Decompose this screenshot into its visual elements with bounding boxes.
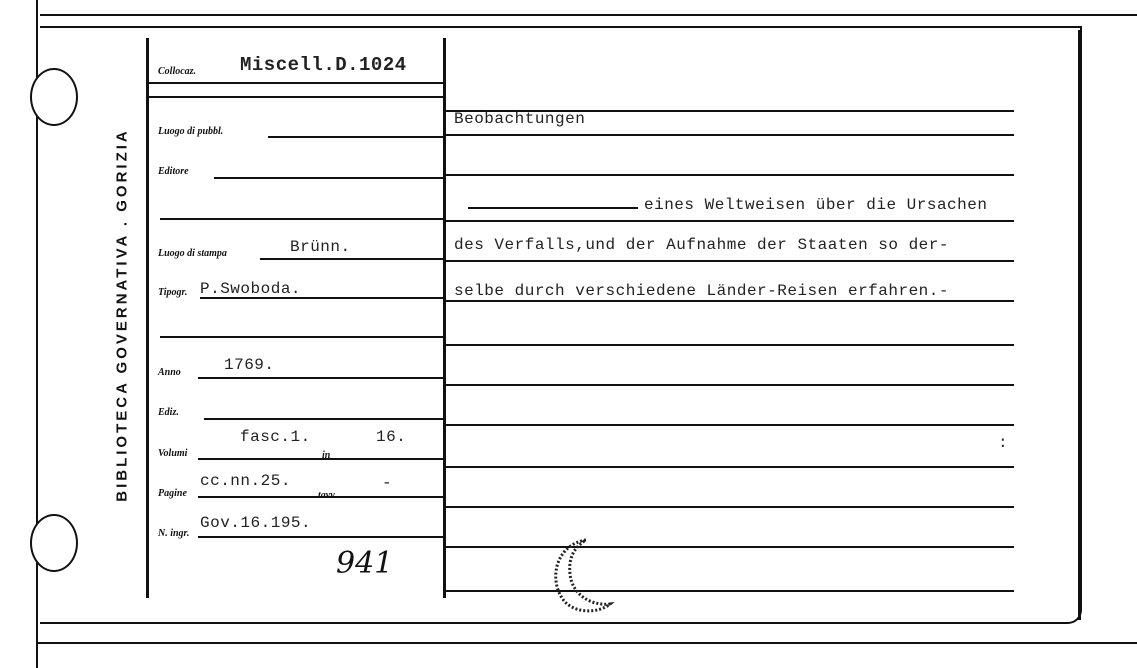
crescent-stamp (546, 536, 616, 616)
rule-n-ingr (198, 536, 444, 538)
label-luogo-pubbl: Luogo di pubbl. (158, 126, 224, 137)
label-collocazione: Collocaz. (158, 66, 197, 77)
rule-right-short (468, 207, 638, 209)
rule-anno (198, 377, 444, 379)
rule-right-2 (446, 134, 1014, 136)
title-line-1: Beobachtungen (454, 110, 586, 128)
rule-header (148, 96, 444, 98)
punch-hole-bottom (30, 514, 78, 572)
rule-ediz (204, 418, 444, 420)
label-ediz: Ediz. (158, 407, 179, 418)
rule-volumi (198, 458, 444, 460)
rule-blank-2 (160, 336, 444, 338)
punch-hole-top (30, 68, 78, 126)
rule-right-9 (446, 424, 1014, 426)
title-line-3: des Verfalls,und der Aufnahme der Staaten so der- (454, 236, 949, 254)
value-collocazione: Miscell.D.1024 (240, 54, 407, 76)
library-name: BIBLIOTECA GOVERNATIVA . GORIZIA (113, 128, 131, 502)
scan-bottom-edge (36, 642, 1137, 644)
value-tavv: - (382, 474, 393, 492)
rule-right-4 (446, 220, 1014, 222)
scan-top-edge (40, 14, 1137, 16)
value-anno: 1769. (224, 356, 275, 374)
value-volumi: fasc.1. (240, 428, 311, 446)
rule-right-12 (446, 546, 1014, 548)
label-n-ingr: N. ingr. (158, 528, 190, 539)
rule-right-6 (446, 300, 1014, 302)
value-pagine: cc.nn.25. (200, 472, 291, 490)
label-editore: Editore (158, 166, 189, 177)
value-luogo-stampa: Brünn. (290, 238, 351, 256)
label-tavv: tavv. (318, 490, 337, 501)
rule-right-8 (446, 384, 1014, 386)
colon-mark: : (998, 434, 1009, 452)
handwritten-number: 941 (336, 546, 394, 581)
label-volumi: Volumi (158, 448, 188, 459)
rule-right-3 (446, 174, 1014, 176)
label-tipogr: Tipogr. (158, 287, 188, 298)
crescent-stamp-mark (556, 540, 610, 611)
rule-luogo-stampa (260, 258, 444, 260)
title-line-4: selbe durch verschiedene Länder-Reisen erfahren.- (454, 282, 949, 300)
label-anno: Anno (158, 367, 181, 378)
middle-column-line (443, 38, 446, 598)
rule-luogo-pubbl (268, 136, 444, 138)
label-luogo-stampa: Luogo di stampa (158, 248, 227, 259)
left-column-line (146, 38, 149, 598)
value-n-ingr: Gov.16.195. (200, 514, 312, 532)
value-tipogr: P.Swoboda. (200, 280, 302, 298)
library-stamp-vertical (108, 70, 136, 560)
rule-right-5 (446, 260, 1014, 262)
value-in: 16. (376, 428, 407, 446)
card-right-edge (1078, 30, 1081, 620)
title-line-2: eines Weltweisen über die Ursachen (644, 196, 988, 214)
card-top-edge (40, 26, 1080, 28)
rule-right-11 (446, 506, 1014, 508)
label-pagine: Pagine (158, 488, 187, 499)
rule-collocazione (148, 82, 444, 84)
rule-right-13 (446, 590, 1014, 592)
rule-editore (214, 177, 444, 179)
rule-right-7 (446, 344, 1014, 346)
rule-blank-1 (160, 218, 444, 220)
rule-right-10 (446, 466, 1014, 468)
label-in: in (322, 450, 331, 461)
